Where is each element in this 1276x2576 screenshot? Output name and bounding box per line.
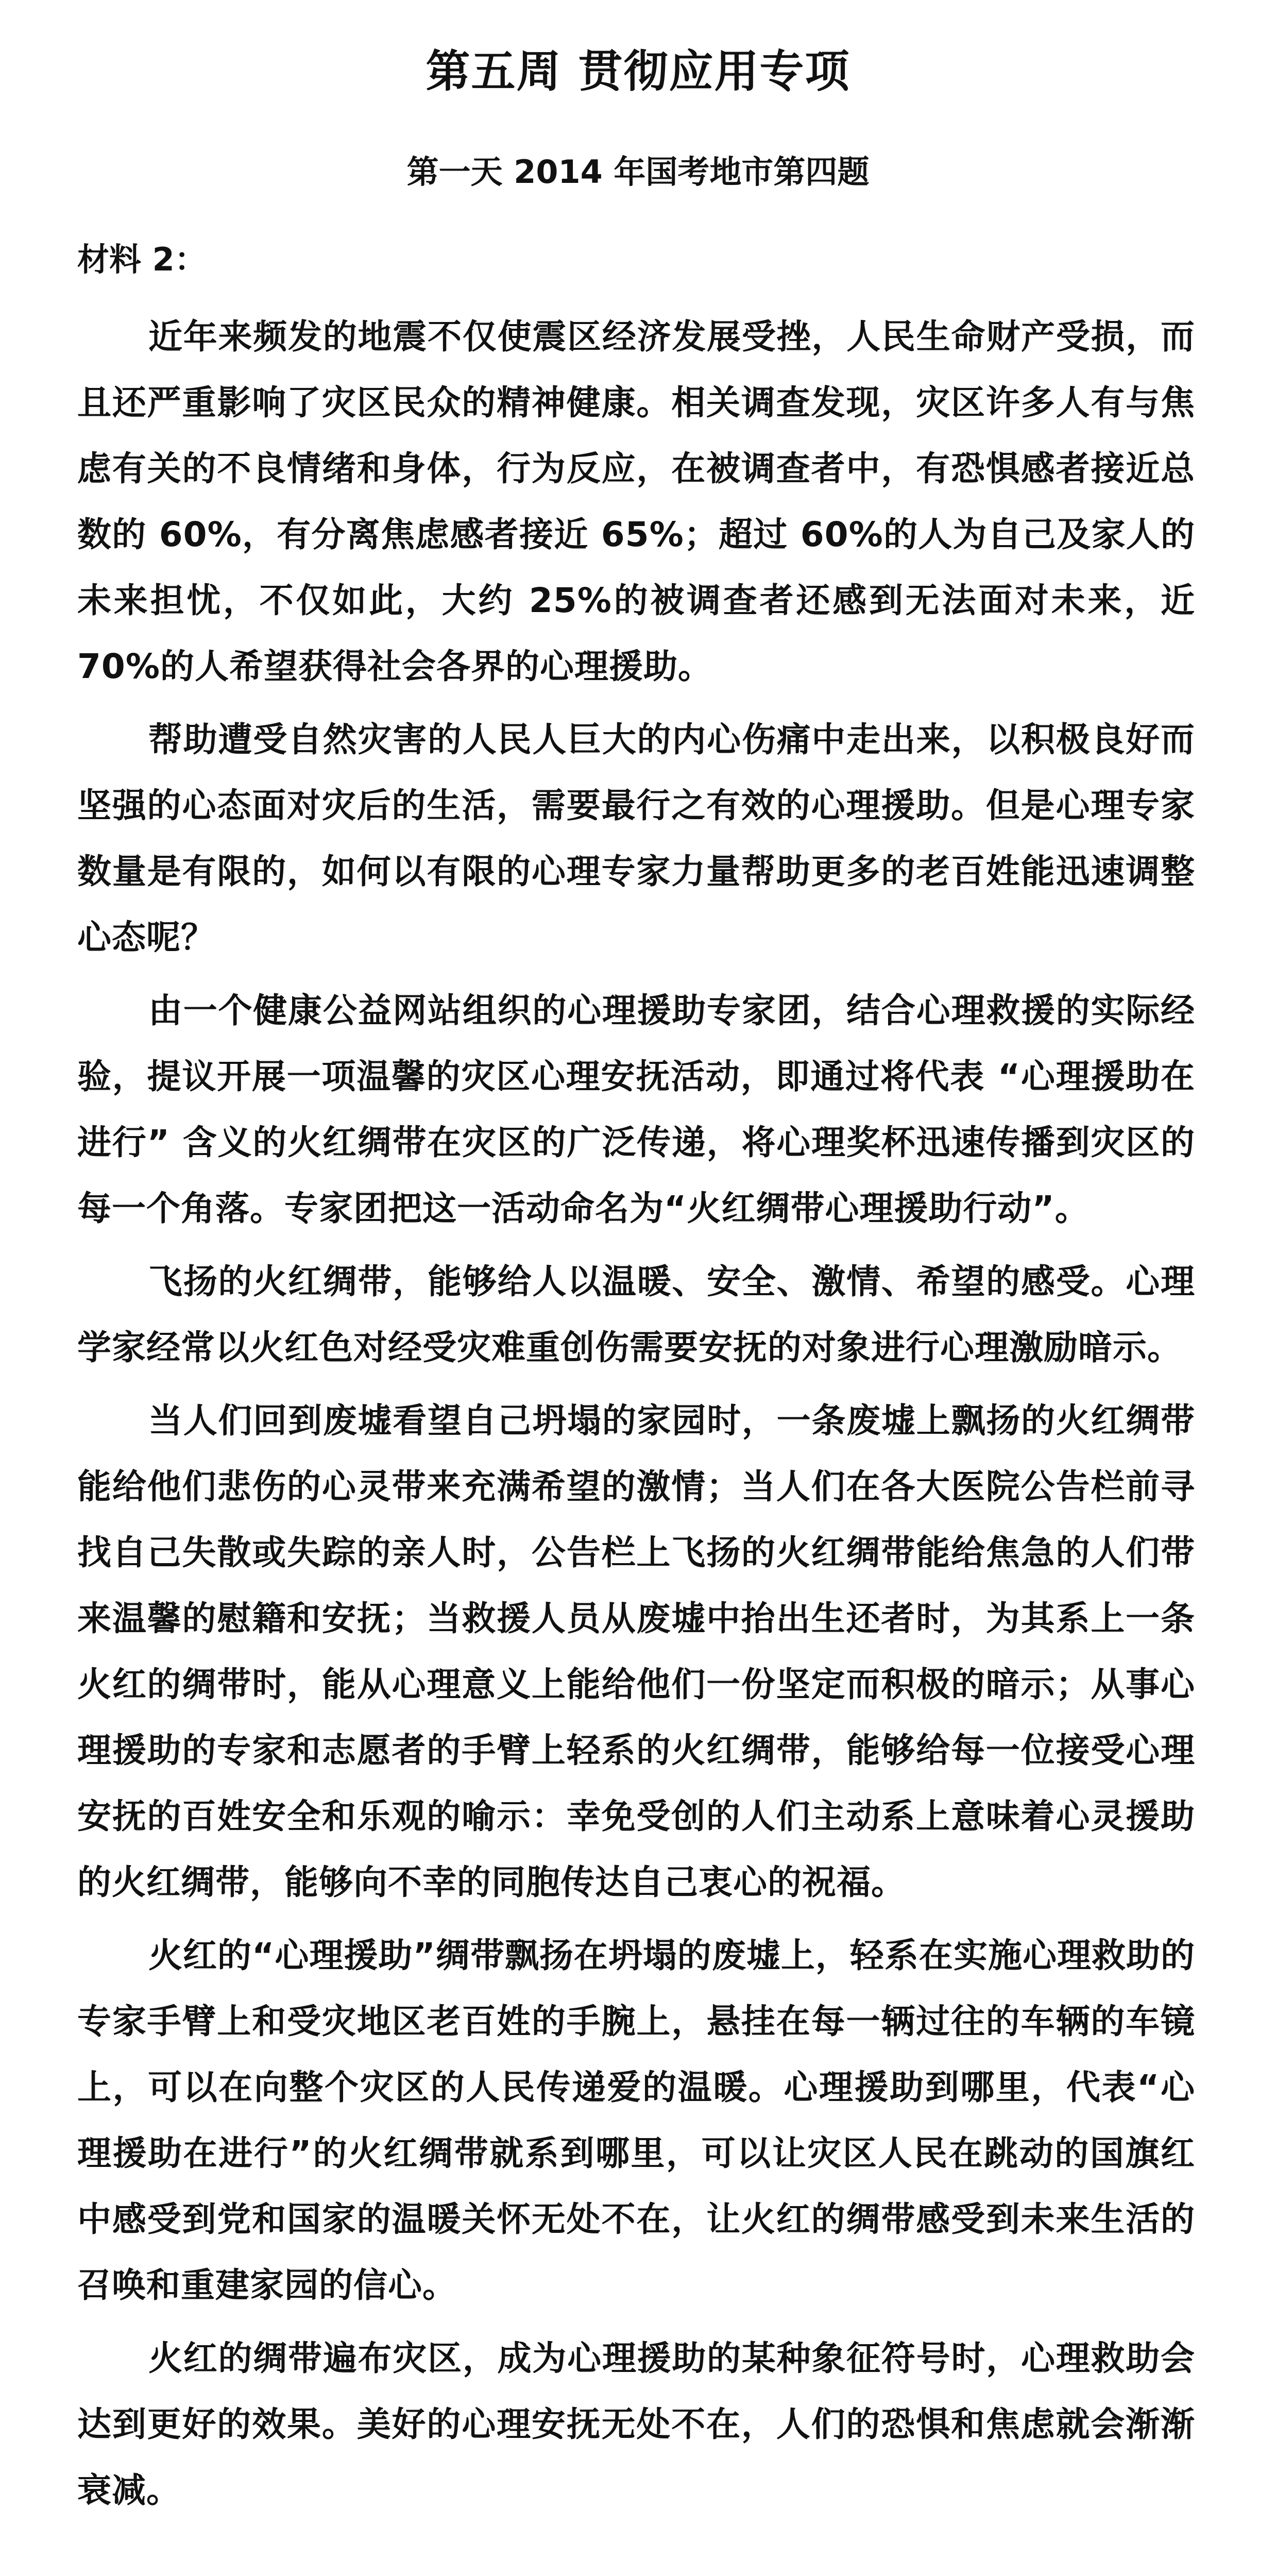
- page-title: 第五周 贯彻应用专项: [426, 46, 850, 97]
- material-paragraph-1: 近年来频发的地震不仅使震区经济发展受挫，人民生命财产受损，而且还严重影响了灾区民众的精神健康。相关调查发现，灾区许多人有与焦虑有关的不良情绪和身体，行为反应，在被调查者中，有恐惧感者接近总数的 60%，有分离焦虑感者接近 65%；超过 60%的人为自己及家人的未来担忧，不仅如此，大约 25%的被调查者还感到无法面对未来，近 70%的人希望获得社会各界的心理援助。: [77, 317, 1195, 686]
- page-subtitle: 第一天 2014 年国考地市第四题: [406, 153, 870, 191]
- material-paragraph-5: 当人们回到废墟看望自己坍塌的家园时，一条废墟上飘扬的火红绸带能给他们悲伤的心灵带来充满希望的激情；当人们在各大医院公告栏前寻找自己失散或失踪的亲人时，公告栏上飞扬的火红绸带能给焦急的人们带来温馨的慰籍和安抚；当救援人员从废墟中抬出生还者时，为其系上一条火红的绸带时，能从心理意义上能给他们一份坚定而积极的暗示；从事心理援助的专家和志愿者的手臂上轻系的火红绸带，能够给每一位接受心理安抚的百姓安全和乐观的喻示：幸免受创的人们主动系上意味着心灵援助的火红绸带，能够向不幸的同胞传达自己衷心的祝福。: [77, 1401, 1195, 1902]
- material-label: 材料 2：: [77, 241, 207, 278]
- material-paragraph-7: 火红的绸带遍布灾区，成为心理援助的某种象征符号时，心理救助会达到更好的效果。美好的心理安抚无处不在，人们的恐惧和焦虑就会渐渐衰减。: [77, 2338, 1195, 2510]
- material-paragraph-6: 火红的“心理援助”绸带飘扬在坍塌的废墟上，轻系在实施心理救助的专家手臂上和受灾地区老百姓的手腕上，悬挂在每一辆过往的车辆的车镜上，可以在向整个灾区的人民传递爱的温暖。心理援助到哪里，代表“心理援助在进行”的火红绸带就系到哪里，可以让灾区人民在跳动的国旗红中感受到党和国家的温暖关怀无处不在，让火红的绸带感受到未来生活的召唤和重建家园的信心。: [77, 1936, 1195, 2305]
- material-text: [77, 304, 1195, 2531]
- material-paragraph-2: 帮助遭受自然灾害的人民人巨大的内心伤痛中走出来，以积极良好而坚强的心态面对灾后的生活，需要最行之有效的心理援助。但是心理专家数量是有限的，如何以有限的心理专家力量帮助更多的老百姓能迅速调整心态呢？: [77, 720, 1195, 957]
- material-paragraph-4: 飞扬的火红绸带，能够给人以温暖、安全、激情、希望的感受。心理学家经常以火红色对经受灾难重创伤需要安抚的对象进行心理激励暗示。: [77, 1262, 1195, 1367]
- material-paragraph-3: 由一个健康公益网站组织的心理援助专家团，结合心理救援的实际经验，提议开展一项温馨的灾区心理安抚活动，即通过将代表 “心理援助在进行” 含义的火红绸带在灾区的广泛传递，将心理奖杯迅速传播到灾区的每一个角落。专家团把这一活动命名为“火红绸带心理援助行动”。: [77, 991, 1195, 1228]
